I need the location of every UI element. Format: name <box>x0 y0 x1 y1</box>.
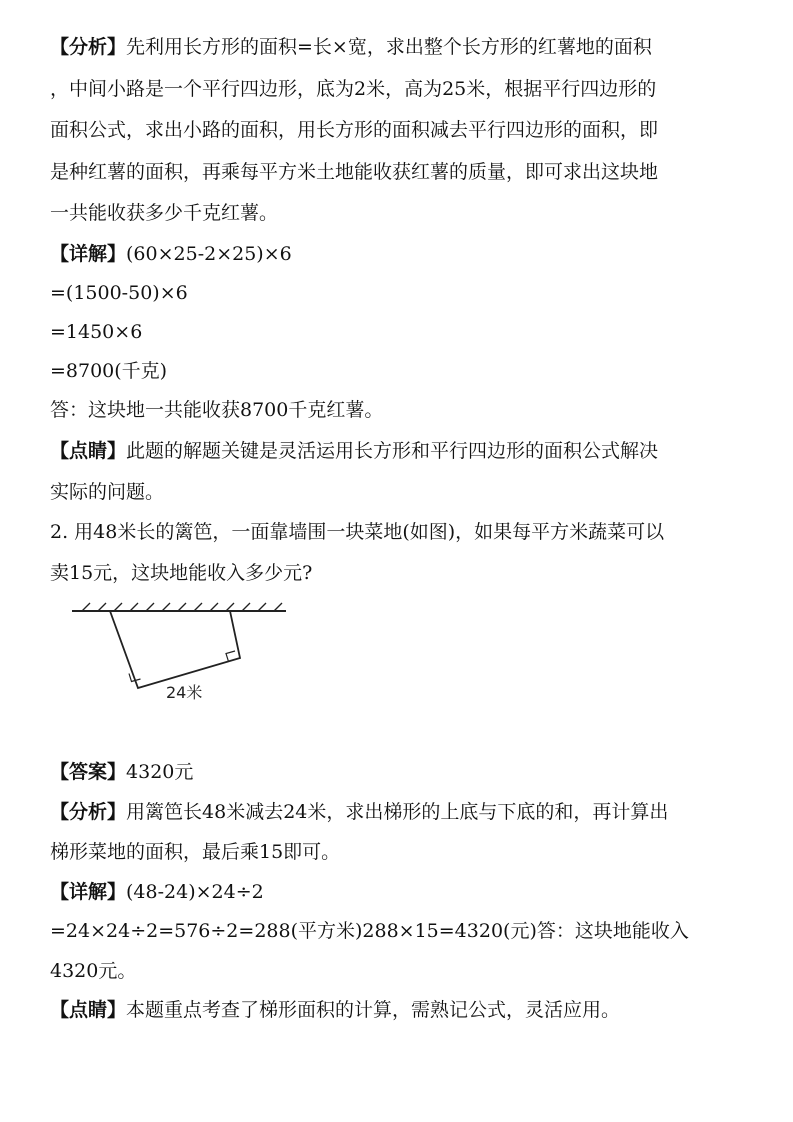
comment-tag: 【点睛】 <box>50 440 127 462</box>
analysis2-tag: 【分析】 <box>50 801 127 823</box>
detail2-text: (48-24)×24÷2 <box>126 881 264 903</box>
comment-line-2: 实际的问题。 <box>50 481 165 503</box>
comment-text: 此题的解题关键是灵活运用长方形和平行四边形的面积公式解决 <box>126 440 659 462</box>
answer-line: 答：这块地一共能收获8700千克红薯。 <box>50 399 384 421</box>
detail-line-3: =1450×6 <box>50 321 143 343</box>
detail-text: (60×25-2×25)×6 <box>126 243 292 265</box>
detail-line-4: =8700(千克) <box>50 360 168 382</box>
analysis-line-1 <box>50 33 750 61</box>
detail-tag: 【详解】 <box>50 243 127 265</box>
analysis2-line-2: 梯形菜地的面积，最后乘15即可。 <box>50 841 341 863</box>
comment2-tag: 【点睛】 <box>50 999 127 1021</box>
analysis-line-5: 一共能收获多少千克红薯。 <box>50 202 279 224</box>
figure-label: 24米 <box>166 683 203 702</box>
comment2-text: 本题重点考查了梯形面积的计算，需熟记公式，灵活应用。 <box>126 999 621 1021</box>
trapezoid-garden-figure <box>68 598 293 708</box>
analysis-line-2: ，中间小路是一个平行四边形，底为2米，高为25米，根据平行四边形的 <box>50 78 657 100</box>
detail-line-2: =(1500-50)×6 <box>50 282 188 304</box>
analysis2-text: 用篱笆长48米减去24米，求出梯形的上底与下底的和，再计算出 <box>126 801 669 823</box>
answer2-text: 4320元 <box>126 761 194 783</box>
analysis-line-3: 面积公式，求出小路的面积，用长方形的面积减去平行四边形的面积，即 <box>50 119 659 141</box>
analysis-tag: 【分析】 <box>50 36 127 58</box>
answer2-tag: 【答案】 <box>50 761 127 783</box>
trapezoid-diagram <box>68 598 293 708</box>
answer2-line <box>50 758 750 786</box>
detail2-line-1 <box>50 878 750 906</box>
wall-hatching <box>82 603 282 611</box>
detail2-line-3: 4320元。 <box>50 960 137 982</box>
comment2-line-1 <box>50 996 750 1024</box>
analysis2-line-1 <box>50 798 750 826</box>
question-line-2: 卖15元，这块地能收入多少元? <box>50 562 313 584</box>
analysis-line-4: 是种红薯的面积，再乘每平方米土地能收获红薯的质量，即可求出这块地 <box>50 161 659 183</box>
detail2-tag: 【详解】 <box>50 881 127 903</box>
analysis-text: 先利用长方形的面积=长×宽，求出整个长方形的红薯地的面积 <box>126 36 652 58</box>
detail-line-1 <box>50 240 750 268</box>
question-line-1: 2. 用48米长的篱笆，一面靠墙围一块菜地(如图)，如果每平方米蔬菜可以 <box>50 521 665 543</box>
detail2-line-2: =24×24÷2=576÷2=288(平方米)288×15=4320(元)答：这块地能收入 <box>50 920 689 942</box>
comment-line-1 <box>50 437 750 465</box>
